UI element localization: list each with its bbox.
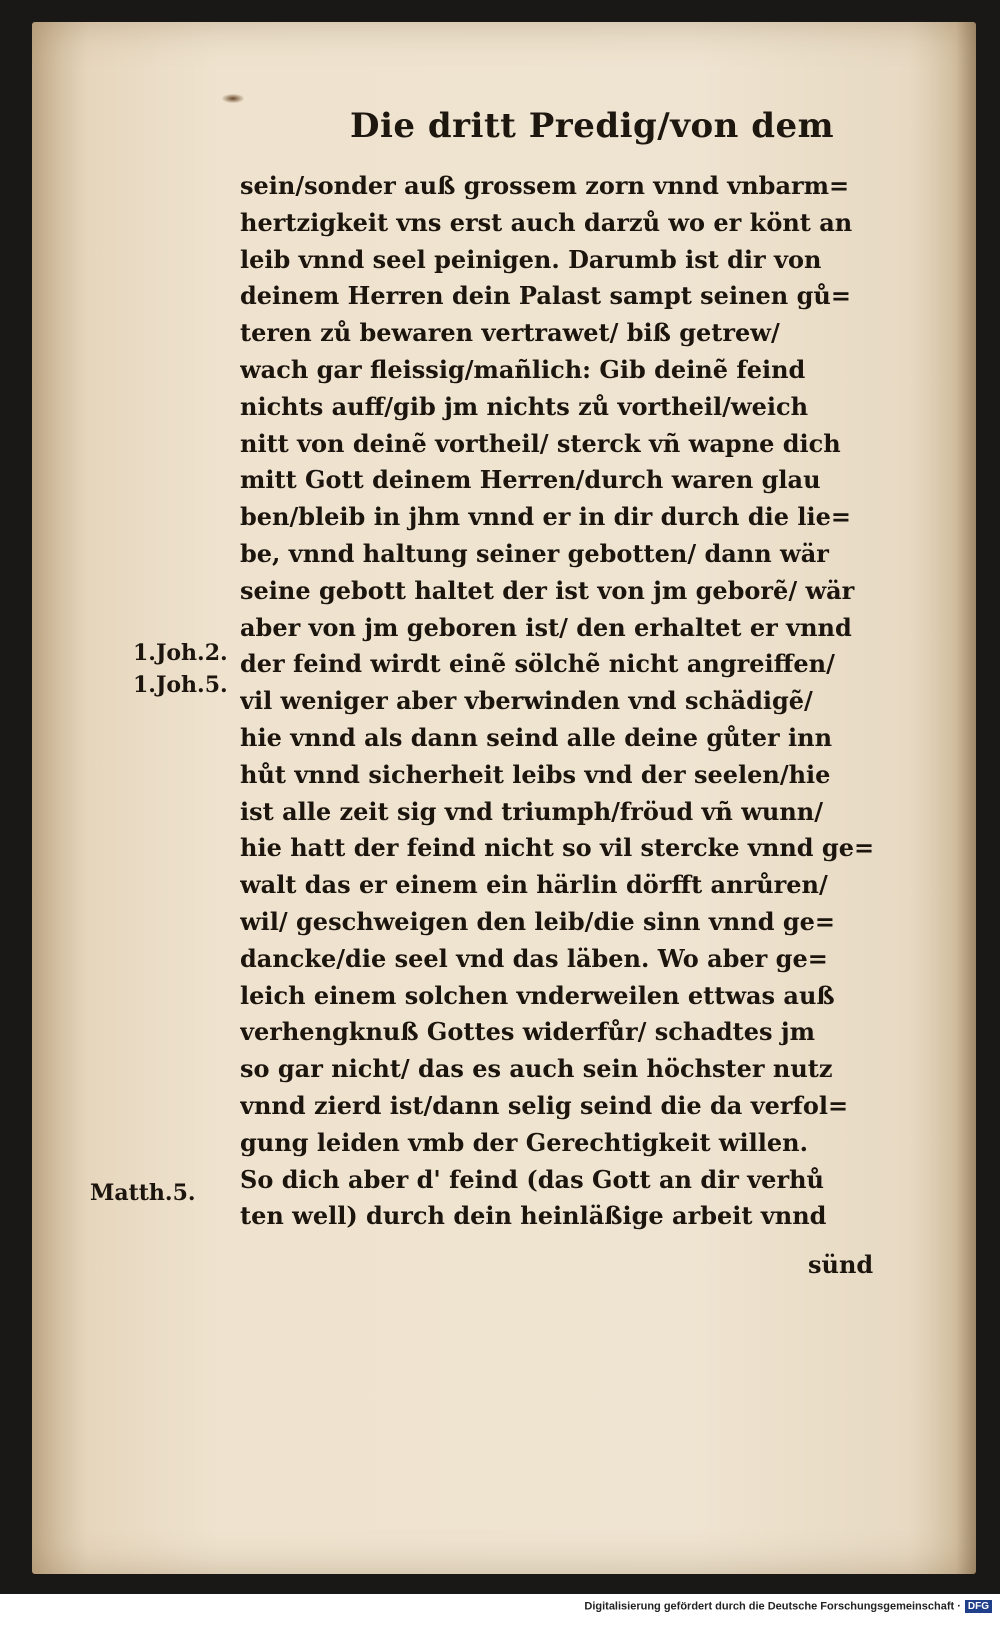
text-line: hie vnnd als dann seind alle deine gůter inn: [240, 722, 833, 752]
text-line: verhengknuß Gottes widerfůr/ schadtes jm: [240, 1017, 815, 1047]
digitization-credit: [584, 1600, 992, 1613]
text-line: gung leiden vmb der Gerechtigkeit willen.: [240, 1127, 808, 1157]
text-line: ten well) durch dein heinläßige arbeit vnnd: [240, 1201, 827, 1231]
text-line: nitt von deinẽ vortheil/ sterck vñ wapne dich: [240, 428, 841, 458]
text-line: ist alle zeit sig vnd triumph/fröud vñ wunn/: [240, 796, 824, 826]
dfg-logo: DFG: [965, 1600, 992, 1613]
text-line: vil weniger aber vberwinden vnd schädigẽ/: [240, 686, 813, 716]
text-line: walt das er einem ein härlin dörfft anrůren/: [240, 870, 828, 900]
text-line: nichts auff/gib jm nichts zů vortheil/weich: [240, 391, 809, 421]
text-line: seine gebott haltet der ist von jm geborẽ/ wär: [240, 575, 855, 605]
text-line: dancke/die seel vnd das läben. Wo aber ge=: [240, 943, 828, 973]
text-line: teren zů bewaren vertrawet/ biß getrew/: [240, 318, 780, 348]
catchword: sünd: [808, 1250, 874, 1279]
marginal-note-1joh2: 1.Joh.2.: [133, 640, 228, 666]
marginal-note-1joh5: 1.Joh.5.: [133, 672, 228, 698]
text-line: aber von jm geboren ist/ den erhaltet er vnnd: [240, 612, 852, 642]
text-line: hie hatt der feind nicht so vil stercke vnnd ge=: [240, 833, 875, 863]
text-line: so gar nicht/ das es auch sein höchster nutz: [240, 1054, 833, 1084]
footer-text: Digitalisierung gefördert durch die Deutsche Forschungsgemeinschaft ·: [584, 1600, 961, 1613]
text-line: vnnd zierd ist/dann selig seind die da verfol=: [240, 1090, 849, 1120]
text-line: hertzigkeit vns erst auch darzů wo er könt an: [240, 207, 853, 237]
body-text: [240, 168, 900, 1235]
text-line: wach gar fleissig/mañlich: Gib deinẽ feind: [240, 354, 806, 384]
text-line: sein/sonder auß grossem zorn vnnd vnbarm=: [240, 171, 850, 200]
text-line: wil/ geschweigen den leib/die sinn vnnd ge=: [240, 906, 835, 936]
ink-stain: [222, 94, 244, 103]
running-title: Die dritt Predig/von dem: [350, 106, 835, 146]
text-line: leib vnnd seel peinigen. Darumb ist dir von: [240, 244, 822, 274]
text-line: deinem Herren dein Palast sampt seinen gů=: [240, 281, 851, 311]
text-line: be, vnnd haltung seiner gebotten/ dann wär: [240, 538, 829, 568]
text-line: der feind wirdt einẽ sölchẽ nicht angreiffen/: [240, 649, 835, 679]
page-edge-shadow: [956, 22, 976, 1574]
text-line: So dich aber d' feind (das Gott an dir verhů: [240, 1164, 824, 1194]
text-line: ben/bleib in jhm vnnd er in dir durch die lie=: [240, 502, 851, 532]
text-line: hůt vnnd sicherheit leibs vnd der seelen/hie: [240, 759, 831, 789]
marginal-note-matth5: Matth.5.: [90, 1180, 196, 1206]
text-line: mitt Gott deinem Herren/durch waren glau: [240, 465, 821, 495]
text-line: leich einem solchen vnderweilen ettwas auß: [240, 980, 835, 1010]
